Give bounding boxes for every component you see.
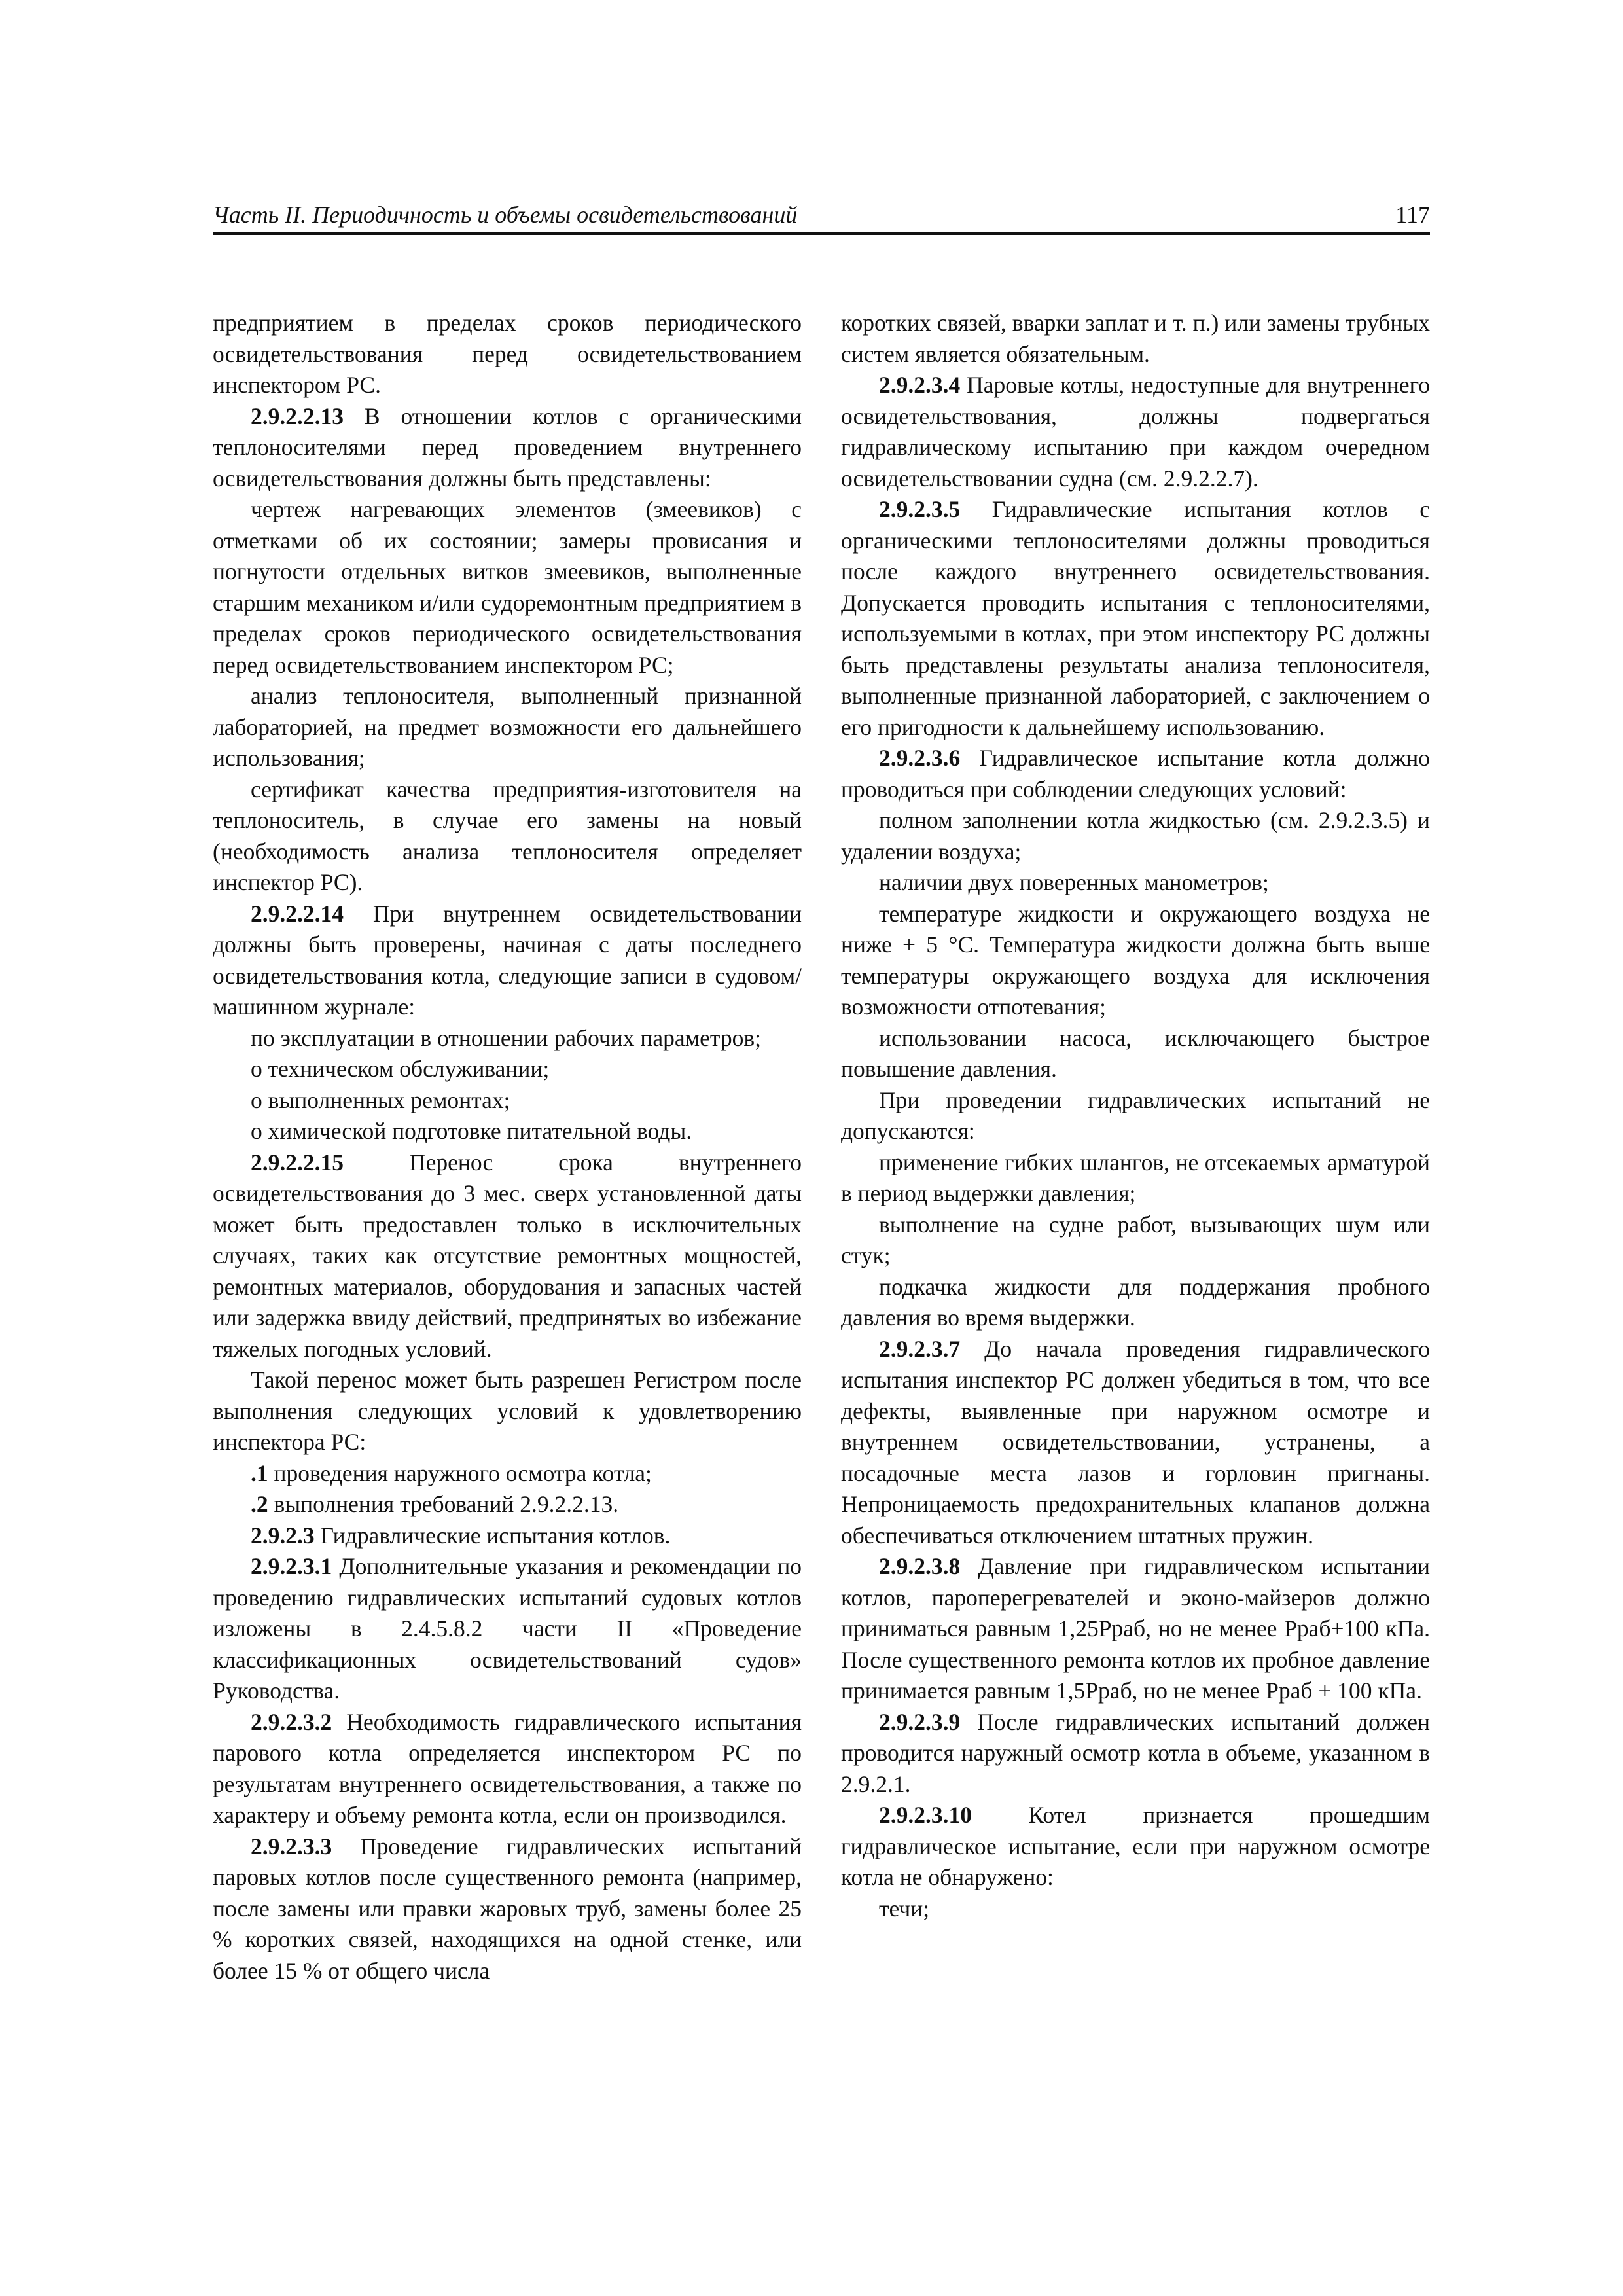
clause-number: 2.9.2.3.10: [879, 1802, 972, 1828]
clause-number: 2.9.2.2.14: [251, 900, 344, 927]
paragraph: [213, 1116, 802, 1147]
paragraph: [213, 401, 802, 495]
paragraph-text: Давление при гидравлическом испытании котлов, пароперегревателей и эконо-майзеров должно приниматься равным 1,25Pраб, но не менее Pраб+100 кПа. После существенного ремонта котлов их пробное давление принимается равным 1,5Pраб, но не менее Pраб + 100 кПа.: [841, 1553, 1430, 1704]
paragraph: [841, 1800, 1430, 1893]
clause-number: 2.9.2.3.6: [879, 745, 961, 771]
paragraph-text: Дополнительные указания и рекомендации по проведению гидравлических испытаний судовых котлов изложены в 2.4.5.8.2 части II «Проведение классификационных освидетельствований судов» Руководства.: [213, 1553, 802, 1704]
paragraph-text: При внутреннем освидетельствовании должны быть проверены, начиная с даты последнего освидетельствования котла, следующие записи в судовом/машинном журнале:: [213, 900, 802, 1020]
paragraph-text: Гидравлические испытания котлов.: [314, 1522, 671, 1549]
paragraph: [841, 1023, 1430, 1085]
paragraph-text: применение гибких шлангов, не отсекаемых арматурой в период выдержки давления;: [841, 1149, 1430, 1206]
paragraph-text: До начала проведения гидравлического испытания инспектор РС должен убедиться в том, что все дефекты, выявленные при наружном осмотре и внутреннем освидетельствовании, устранены, а посадочные места лазов и горловин пригнаны. Непроницаемость предохранительных клапанов должна обеспечиваться отключением штатных пружин.: [841, 1335, 1430, 1549]
paragraph-text: Необходимость гидравлического испытания парового котла определяется инспектором РС по результатам внутреннего освидетельствования, а также по характеру и объему ремонта котла, если он производился.: [213, 1708, 802, 1828]
paragraph-text: выполнение на судне работ, вызывающих шум или стук;: [841, 1211, 1430, 1268]
right-column: [841, 308, 1430, 1924]
paragraph: [213, 1054, 802, 1085]
paragraph: [841, 899, 1430, 1023]
paragraph: [213, 1458, 802, 1490]
clause-number: 2.9.2.3.2: [251, 1708, 332, 1735]
paragraph: [213, 1489, 802, 1520]
paragraph-text: течи;: [879, 1895, 930, 1922]
paragraph-text: полном заполнении котла жидкостью (см. 2.9.2.3.5) и удалении воздуха;: [841, 807, 1430, 865]
paragraph-text: Котел признается прошедшим гидравлическое испытание, если при наружном осмотре котла не обнаружено:: [841, 1802, 1430, 1890]
paragraph: [213, 1551, 802, 1707]
clause-number: 2.9.2.2.13: [251, 403, 344, 429]
paragraph: [841, 1147, 1430, 1210]
paragraph-text: наличии двух поверенных манометров;: [879, 869, 1269, 895]
paragraph-text: использовании насоса, исключающего быстрое повышение давления.: [841, 1024, 1430, 1082]
clause-number: 2.9.2.3.7: [879, 1335, 961, 1362]
paragraph-text: о химической подготовке питательной воды.: [251, 1118, 692, 1144]
paragraph-text: предприятием в пределах сроков периодического освидетельствования перед освидетельствованием инспектором РС.: [213, 310, 802, 398]
paragraph-text: подкачка жидкости для поддержания пробного давления во время выдержки.: [841, 1273, 1430, 1331]
clause-number: 2.9.2.3.9: [879, 1708, 961, 1735]
paragraph: [213, 774, 802, 899]
paragraph: [841, 1551, 1430, 1707]
paragraph: [213, 494, 802, 681]
paragraph: [213, 1085, 802, 1117]
paragraph-text: анализ теплоносителя, выполненный признанной лабораторией, на предмет возможности его дальнейшего использования;: [213, 683, 802, 771]
clause-number: 2.9.2.3: [251, 1522, 315, 1549]
paragraph: [841, 743, 1430, 805]
paragraph: [841, 1210, 1430, 1272]
clause-number: 2.9.2.3.3: [251, 1833, 332, 1859]
paragraph: [841, 1334, 1430, 1552]
paragraph-text: После гидравлических испытаний должен проводится наружный осмотр котла в объеме, указанном в 2.9.2.1.: [841, 1708, 1430, 1797]
clause-number: .2: [251, 1491, 268, 1517]
paragraph: [213, 681, 802, 774]
paragraph-text: коротких связей, вварки заплат и т. п.) или замены трубных систем является обязательным.: [841, 310, 1430, 367]
paragraph: [841, 1085, 1430, 1147]
paragraph-text: Проведение гидравлических испытаний паровых котлов после существенного ремонта (например, после замены или правки жаровых труб, замены более 25 % коротких связей, находящихся на одной стенке, или более 15 % от общего числа: [213, 1833, 802, 1984]
paragraph-text: сертификат качества предприятия-изготовителя на теплоноситель, в случае его замены на новый (необходимость анализа теплоносителя определяет инспектор РС).: [213, 776, 802, 895]
clause-number: 2.9.2.3.5: [879, 496, 961, 522]
paragraph: [213, 1520, 802, 1552]
paragraph-text: температуре жидкости и окружающего воздуха не ниже + 5 °С. Температура жидкости должна быть выше температуры окружающего воздуха для исключения возможности отпотевания;: [841, 900, 1430, 1020]
clause-number: .1: [251, 1460, 268, 1486]
paragraph: [213, 899, 802, 1023]
paragraph: [841, 805, 1430, 867]
paragraph-text: чертеж нагревающих элементов (змеевиков) с отметками об их состоянии; замеры провисания и погнутости отдельных витков змеевиков, выполненные старшим механиком и/или судоремонтным предприятием в пределах сроков периодического освидетельствования перед освидетельствованием инспектором РС;: [213, 496, 802, 678]
paragraph: [213, 1365, 802, 1458]
paragraph: [213, 1707, 802, 1831]
paragraph: [841, 1893, 1430, 1925]
paragraph-text: При проведении гидравлических испытаний не допускаются:: [841, 1086, 1430, 1144]
paragraph-text: проведения наружного осмотра котла;: [268, 1460, 652, 1486]
paragraph: [841, 370, 1430, 494]
paragraph-text: В отношении котлов с органическими теплоносителями перед проведением внутреннего освидетельствования должны быть представлены:: [213, 403, 802, 492]
paragraph-text: о выполненных ремонтах;: [251, 1086, 510, 1113]
paragraph: [213, 1023, 802, 1054]
paragraph-text: о техническом обслуживании;: [251, 1056, 550, 1082]
clause-number: 2.9.2.2.15: [251, 1149, 344, 1175]
paragraph: [213, 1147, 802, 1365]
paragraph: [841, 867, 1430, 899]
paragraph-text: Гидравлические испытания котлов с органическими теплоносителями должны проводиться после каждого внутреннего освидетельствования. Допускается проводить испытания с теплоносителями, используемыми в котлах, при этом инспектору РС должны быть представлены результаты анализа теплоносителя, выполненные признанной лабораторией, с заключением о его пригодности к дальнейшему использованию.: [841, 496, 1430, 740]
paragraph-text: по эксплуатации в отношении рабочих параметров;: [251, 1024, 761, 1051]
paragraph: [841, 494, 1430, 743]
paragraph: [213, 1831, 802, 1987]
paragraph-text: Такой перенос может быть разрешен Регистром после выполнения следующих условий к удовлетворению инспектора РС:: [213, 1367, 802, 1455]
clause-number: 2.9.2.3.1: [251, 1553, 332, 1579]
left-column: [213, 308, 802, 1986]
paragraph-text: Паровые котлы, недоступные для внутреннего освидетельствования, должны подвергаться гидравлическому испытанию при каждом очередном освидетельствовании судна (см. 2.9.2.2.7).: [841, 372, 1430, 492]
paragraph: [841, 308, 1430, 370]
paragraph-text: Перенос срока внутреннего освидетельствования до 3 мес. сверх установленной даты может быть предоставлен только в исключительных случаях, таких как отсутствие ремонтных мощностей, ремонтных материалов, оборудования и запасных частей или задержка ввиду действий, предпринятых во избежание тяжелых погодных условий.: [213, 1149, 802, 1362]
page-number: 117: [1395, 202, 1430, 228]
running-title: Часть II. Периодичность и объемы освидетельствований: [213, 202, 798, 228]
paragraph: [213, 308, 802, 401]
paragraph-text: выполнения требований 2.9.2.2.13.: [268, 1491, 619, 1517]
page-header: [213, 200, 1430, 235]
paragraph: [841, 1707, 1430, 1801]
clause-number: 2.9.2.3.4: [879, 372, 961, 398]
clause-number: 2.9.2.3.8: [879, 1553, 961, 1579]
paragraph: [841, 1272, 1430, 1334]
paragraph-text: Гидравлическое испытание котла должно проводиться при соблюдении следующих условий:: [841, 745, 1430, 802]
